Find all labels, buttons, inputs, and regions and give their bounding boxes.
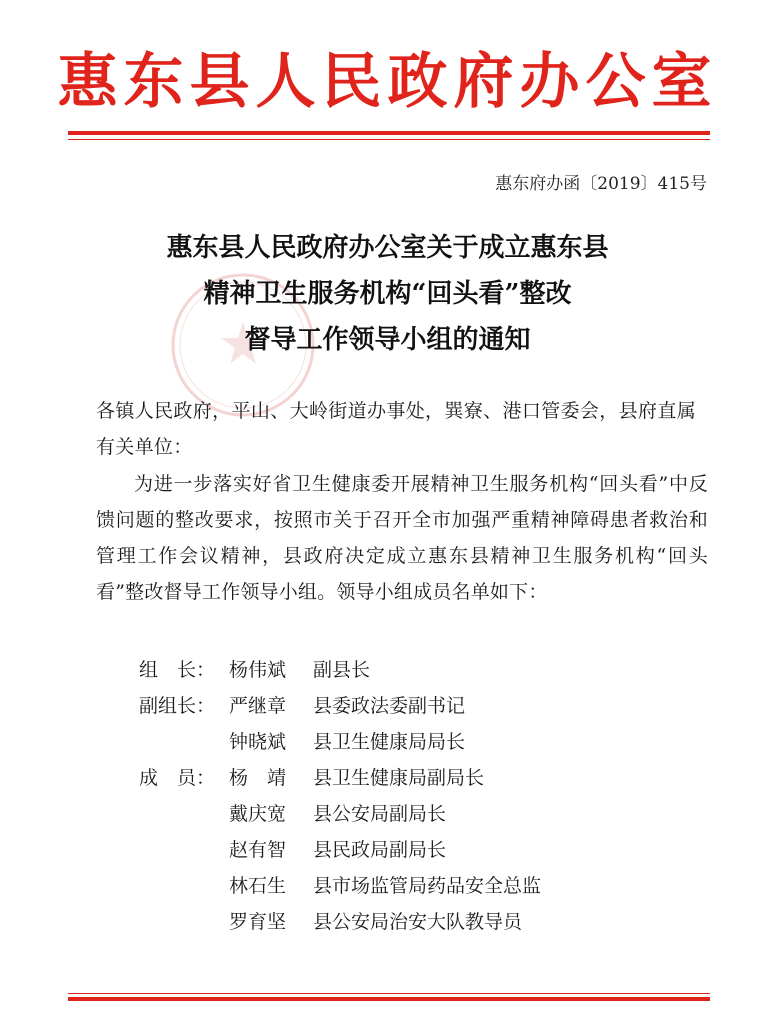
footer-rule-thick bbox=[68, 997, 710, 1001]
member-name: 罗育坚 bbox=[229, 911, 287, 933]
title-line: 督导工作领导小组的通知 bbox=[244, 325, 531, 355]
member-role: 组 长： bbox=[139, 659, 216, 681]
header-rule-thick bbox=[68, 131, 710, 135]
member-title: 县民政局副局长 bbox=[313, 839, 447, 861]
member-title: 县委政法委副书记 bbox=[313, 695, 466, 717]
member-row bbox=[139, 796, 699, 832]
member-title: 县公安局治安大队教导员 bbox=[313, 911, 523, 933]
member-title: 县市场监管局药品安全总监 bbox=[313, 875, 542, 897]
member-row bbox=[139, 652, 699, 688]
member-row bbox=[139, 760, 699, 796]
member-name: 严继章 bbox=[229, 695, 287, 717]
member-title: 县卫生健康局局长 bbox=[313, 731, 466, 753]
member-name: 赵有智 bbox=[229, 839, 287, 861]
member-role: 成 员： bbox=[139, 767, 216, 789]
member-row bbox=[139, 832, 699, 868]
agency-header: 惠东县人民政府办公室 bbox=[57, 47, 718, 117]
member-row bbox=[139, 688, 699, 724]
header-rule-thin bbox=[68, 139, 710, 140]
member-name: 戴庆宽 bbox=[229, 803, 287, 825]
title-line: 精神卫生服务机构“回头看”整改 bbox=[203, 279, 572, 309]
member-row bbox=[139, 724, 699, 760]
body-paragraph: 为进一步落实好省卫生健康委开展精神卫生服务机构“回头看”中反馈问题的整改要求，按照市关于召开全市加强严重精神障碍患者救治和管理工作会议精神，县政府决定成立惠东县精神卫生服务机构“回头看”整改督导工作领导小组。领导小组成员名单如下： bbox=[96, 473, 708, 603]
member-name: 林石生 bbox=[229, 875, 287, 897]
member-title: 副县长 bbox=[313, 659, 371, 681]
member-name: 杨 靖 bbox=[229, 767, 287, 789]
member-list bbox=[139, 652, 699, 940]
member-name: 钟晓斌 bbox=[229, 731, 287, 753]
member-title: 县公安局副局长 bbox=[313, 803, 447, 825]
title-line: 惠东县人民政府办公室关于成立惠东县 bbox=[166, 233, 609, 263]
footer-rule-thin bbox=[68, 993, 710, 994]
member-row bbox=[139, 904, 699, 940]
member-title: 县卫生健康局副局长 bbox=[313, 767, 485, 789]
addressee: 各镇人民政府，平山、大岭街道办事处，巽寮、港口管委会，县府直属有关单位： bbox=[96, 400, 696, 458]
document-number: 惠东府办函〔2019〕415号 bbox=[495, 174, 707, 194]
document-title bbox=[0, 225, 775, 363]
member-role: 副组长： bbox=[139, 695, 216, 717]
member-row bbox=[139, 868, 699, 904]
member-name: 杨伟斌 bbox=[229, 659, 287, 681]
